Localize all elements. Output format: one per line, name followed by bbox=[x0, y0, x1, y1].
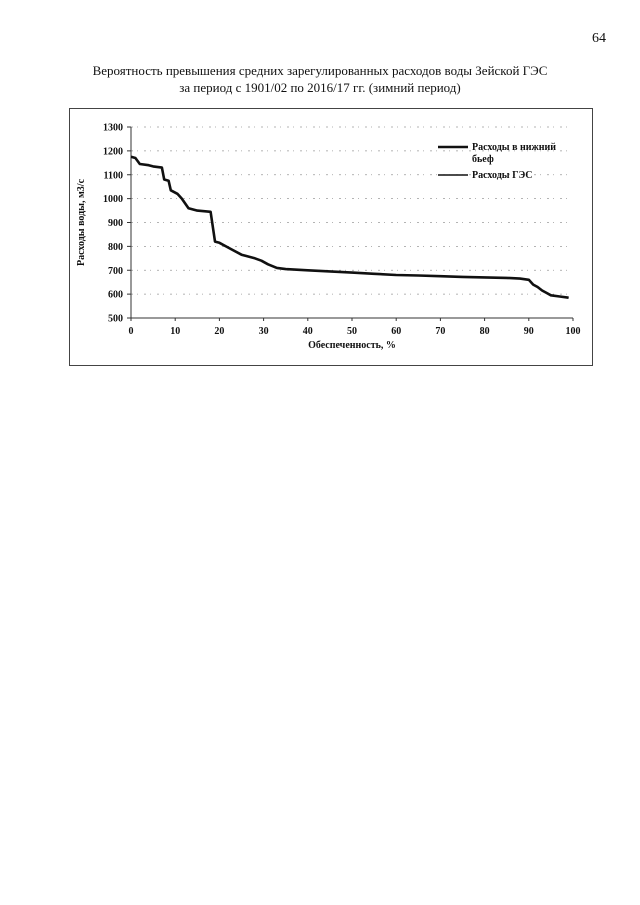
title-line-2: за период с 1901/02 по 2016/17 гг. (зимний период) bbox=[179, 80, 461, 95]
y-tick-label: 900 bbox=[108, 218, 123, 229]
x-tick-label: 20 bbox=[214, 326, 225, 337]
legend bbox=[438, 142, 556, 181]
x-tick-label: 10 bbox=[170, 326, 181, 337]
legend-label-hpp-flow: Расходы ГЭС bbox=[472, 170, 533, 181]
tick-labels bbox=[103, 123, 581, 338]
x-tick-label: 0 bbox=[128, 326, 134, 337]
y-tick-label: 1300 bbox=[103, 122, 123, 134]
page-number: 64 bbox=[592, 31, 606, 46]
y-tick-label: 500 bbox=[108, 313, 123, 325]
y-tick-label: 1200 bbox=[103, 146, 123, 158]
page-title bbox=[80, 62, 560, 96]
axes bbox=[127, 127, 573, 321]
x-tick-label: 70 bbox=[435, 326, 446, 337]
title-line-1: Вероятность превышения средних зарегулированных расходов воды Зейской ГЭС bbox=[92, 63, 548, 78]
x-tick-label: 50 bbox=[347, 326, 357, 337]
y-tick-label: 800 bbox=[108, 241, 123, 253]
y-tick-label: 600 bbox=[108, 289, 123, 301]
x-tick-label: 80 bbox=[479, 326, 490, 337]
y-tick-label: 1000 bbox=[103, 194, 123, 206]
legend-label-bottom-outflow-line2: бьеф bbox=[472, 154, 494, 165]
y-tick-label: 1100 bbox=[103, 170, 123, 182]
x-tick-label: 100 bbox=[565, 326, 581, 337]
x-tick-label: 90 bbox=[523, 326, 534, 337]
chart-frame bbox=[69, 108, 593, 366]
legend-label-bottom-outflow-line1: Расходы в нижний bbox=[472, 142, 557, 153]
x-tick-label: 60 bbox=[391, 326, 402, 337]
y-tick-label: 700 bbox=[108, 265, 123, 277]
y-axis-title: Расходы воды, м3/с bbox=[76, 178, 87, 267]
x-axis-title: Обеспеченность, % bbox=[308, 340, 396, 351]
x-tick-label: 30 bbox=[258, 326, 269, 337]
x-tick-label: 40 bbox=[302, 326, 313, 337]
line-chart bbox=[70, 109, 592, 365]
